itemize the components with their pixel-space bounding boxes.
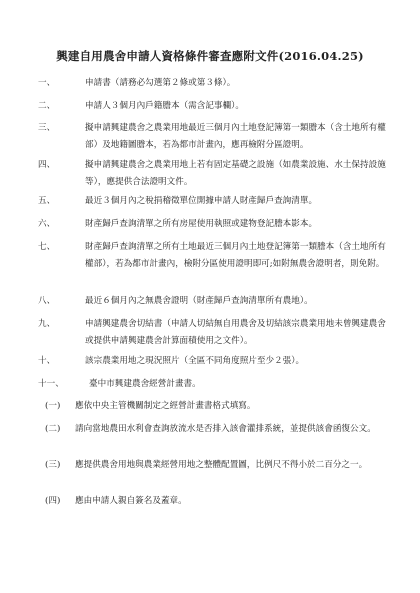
item-number: 六、	[38, 219, 56, 229]
sub-list-item	[45, 457, 390, 474]
sub-item-number: (二)	[45, 424, 61, 434]
item-number: 二、	[38, 101, 56, 111]
item-number: 五、	[38, 196, 56, 206]
item-number: 三、	[38, 123, 56, 133]
item-text: 擬申請興建農舍之農業用地上若有固定基礎之設施（如農業設施、水土保持設施等），應提供合法證明文件。	[85, 160, 386, 187]
item-number: 七、	[38, 242, 56, 252]
item-number: 一、	[38, 78, 56, 88]
item-text: 申請興建農舍切結書（申請人切結無自用農舍及切結該宗農業用地未曾興建農舍或提供申請興建農舍計算面積使用之文件）。	[85, 319, 386, 346]
item-text: 財產歸戶查詢清單之所有房屋使用執照或建物登記謄本影本。	[85, 219, 318, 229]
sub-list-item	[45, 421, 390, 438]
item-number: 九、	[38, 319, 56, 329]
list-item	[38, 98, 388, 115]
item-text: 最近３個月內之稅捐稽徵單位開據申請人財產歸戶查詢清單。	[85, 196, 318, 206]
list-item	[38, 376, 388, 393]
list-item	[38, 239, 388, 273]
item-number: 四、	[38, 160, 56, 170]
sub-list-item	[45, 398, 390, 415]
list-item	[38, 293, 388, 310]
item-text: 申請人３個月內戶籍謄本（需含記事欄）。	[85, 101, 244, 111]
list-item	[38, 157, 388, 191]
item-number: 八、	[38, 296, 56, 306]
document-title: 興建自用農舍申請人資格條件審查應附文件(2016.04.25)	[56, 49, 364, 63]
list-item	[38, 75, 388, 92]
item-text: 申請書（請務必勾選第２條或第３條）。	[85, 78, 236, 88]
sub-item-number: (三)	[45, 460, 61, 470]
sub-item-text: 請向當地農田水利會查詢放流水是否排入該會灌排系統，並提供該會函復公文。	[75, 424, 376, 434]
list-item	[38, 120, 388, 154]
sub-item-text: 應由申請人親自簽名及蓋章。	[75, 496, 187, 506]
sub-item-text: 應依中央主管機關制定之經營計畫書格式填寫。	[75, 401, 256, 411]
item-text: 擬申請興建農舍之農業用地最近三個月內土地登記簿第一類謄本（含土地所有權部）及地籍圖謄本，若為都市計畫內，應再檢附分區證明。	[85, 123, 386, 150]
sub-list-item	[45, 493, 390, 510]
sub-item-text: 應提供農舍用地與農業經營用地之整體配置圖，比例尺不得小於二百分之一。	[75, 460, 368, 470]
sub-item-number: (一)	[45, 401, 61, 411]
list-item	[38, 316, 388, 350]
item-number: 十、	[38, 356, 56, 366]
list-item	[38, 353, 388, 370]
item-text: 最近６個月內之無農舍證明（財產歸戶查詢清單所有農地）。	[85, 296, 313, 306]
list-item	[38, 216, 388, 233]
item-text: 臺中市興建農舍經營計畫書。	[89, 379, 201, 389]
item-text: 該宗農業用地之現況照片（全區不同角度照片至少２張）。	[85, 356, 305, 366]
list-item	[38, 193, 388, 210]
sub-item-number: (四)	[45, 496, 61, 506]
item-text: 財產歸戶查詢清單之所有土地最近三個月內土地登記簿第一類謄本（含土地所有權部），若為都市計畫內，檢附分區使用證明即可;如附無農舍證明者，則免附。	[85, 242, 386, 269]
item-number: 十一、	[38, 379, 64, 389]
